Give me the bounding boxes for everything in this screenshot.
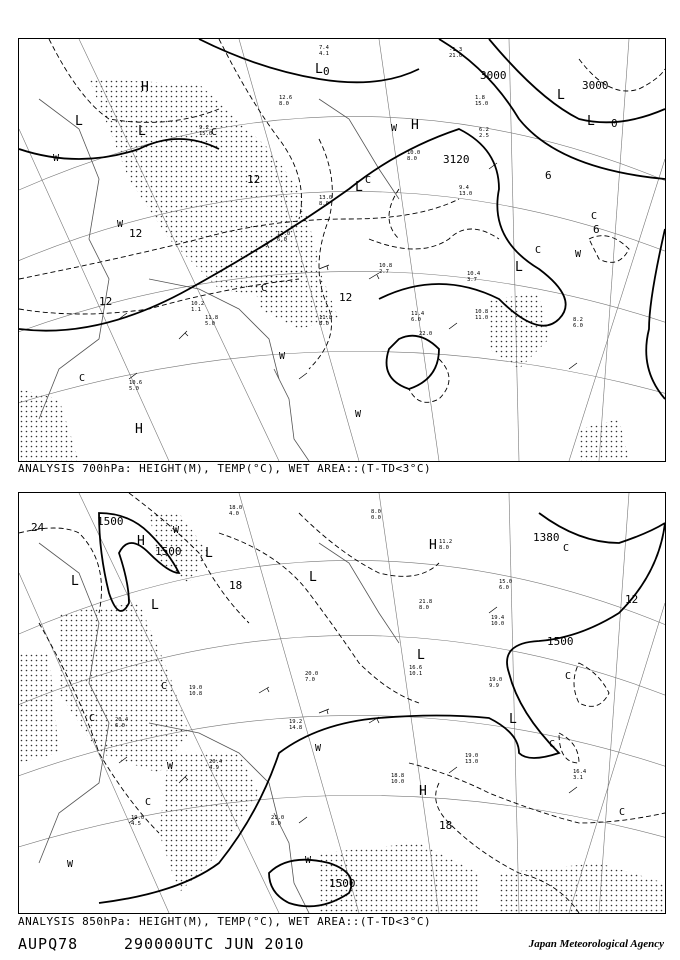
svg-text:16.6: 16.6 (409, 665, 423, 671)
svg-text:19.0: 19.0 (189, 685, 203, 691)
height-label: 3120 (443, 153, 470, 166)
isotherm-label: 18 (439, 819, 453, 832)
svg-text:11.0: 11.0 (475, 315, 489, 321)
svg-text:10.8: 10.8 (379, 263, 393, 269)
svg-text:1.1: 1.1 (191, 307, 201, 313)
cold-center: C (619, 807, 626, 818)
warm-center: W (391, 123, 398, 134)
valid-time: 290000UTC JUN 2010 (124, 935, 305, 953)
svg-text:5.0: 5.0 (205, 321, 215, 327)
svg-text:11.8: 11.8 (205, 315, 219, 321)
low-center: L (205, 546, 213, 561)
svg-text:7.4: 7.4 (319, 45, 329, 51)
svg-text:13.0: 13.0 (465, 759, 479, 765)
low-center: L (75, 114, 83, 129)
height-label: 1500 (547, 635, 574, 648)
svg-text:2.7: 2.7 (379, 269, 389, 275)
svg-text:10.0: 10.0 (391, 779, 405, 785)
product-id: AUPQ78 (18, 935, 79, 953)
svg-text:4.1: 4.1 (319, 51, 329, 57)
svg-text:10.2: 10.2 (191, 301, 205, 307)
isotherm-label: 12 (129, 227, 143, 240)
low-center: L (509, 712, 517, 727)
svg-text:20.4: 20.4 (115, 717, 129, 723)
svg-text:18.8: 18.8 (391, 773, 405, 779)
svg-text:6.0: 6.0 (573, 323, 583, 329)
isotherm-label: 12 (339, 291, 353, 304)
svg-text:10.6: 10.6 (129, 380, 143, 386)
warm-center: W (355, 409, 362, 420)
low-center: L (309, 570, 317, 585)
high-center: H (141, 80, 149, 95)
isotherm-label: 0 (611, 117, 618, 130)
cold-center: C (535, 245, 542, 256)
low-center: L (138, 124, 146, 139)
svg-text:8.0: 8.0 (371, 509, 381, 515)
cold-center: C (89, 713, 96, 724)
svg-text:11.8: 11.8 (319, 315, 333, 321)
warm-center: W (167, 761, 174, 772)
isotherm-label: 12 (247, 173, 261, 186)
svg-text:9.4: 9.4 (459, 185, 469, 191)
low-center: L (151, 598, 159, 613)
svg-text:0.0: 0.0 (371, 515, 381, 521)
cold-center: C (161, 681, 168, 692)
map-panel-850hpa (18, 492, 666, 914)
svg-text:22.0: 22.0 (419, 331, 433, 337)
warm-center: W (117, 219, 124, 230)
map-panel-700hpa (18, 38, 666, 462)
high-center: H (135, 422, 143, 437)
svg-text:6.0: 6.0 (499, 585, 509, 591)
cold-center: C (549, 739, 556, 750)
low-center: L (315, 62, 323, 77)
warm-center: W (305, 855, 312, 866)
warm-center: W (173, 525, 180, 536)
svg-text:1.8: 1.8 (475, 95, 485, 101)
svg-text:-1.3: -1.3 (449, 47, 463, 53)
cold-center: C (261, 283, 268, 294)
high-center: H (429, 538, 437, 553)
svg-text:8.0: 8.0 (419, 605, 429, 611)
cold-center: C (365, 175, 372, 186)
panel-caption-850hpa: ANALYSIS 850hPa: HEIGHT(M), TEMP(°C), WET AREA::(T-TD<3°C) (18, 915, 432, 928)
height-label: 3000 (480, 69, 507, 82)
height-label: 1500 (97, 515, 124, 528)
svg-text:21.8: 21.8 (419, 599, 433, 605)
high-center: H (137, 534, 145, 549)
svg-text:10.8: 10.8 (189, 691, 203, 697)
chart-700hpa (19, 39, 665, 461)
svg-text:6.2: 6.2 (479, 127, 489, 133)
svg-text:6.0: 6.0 (115, 723, 125, 729)
cold-center: C (211, 127, 218, 138)
svg-text:20.0: 20.0 (305, 671, 319, 677)
svg-text:14.8: 14.8 (289, 725, 303, 731)
svg-text:7.0: 7.0 (305, 677, 315, 683)
isotherm-label: 6 (545, 169, 552, 182)
svg-text:8.2: 8.2 (573, 317, 583, 323)
panel-caption-700hpa: ANALYSIS 700hPa: HEIGHT(M), TEMP(°C), WET AREA::(T-TD<3°C) (18, 462, 432, 475)
svg-text:3.1: 3.1 (573, 775, 583, 781)
low-center: L (557, 88, 565, 103)
svg-text:12.0: 12.0 (277, 231, 291, 237)
svg-text:3.7: 3.7 (467, 277, 477, 283)
svg-text:21.0: 21.0 (271, 815, 285, 821)
svg-text:8.0: 8.0 (271, 821, 281, 827)
cold-center: C (565, 671, 572, 682)
high-center: H (419, 784, 427, 799)
svg-text:6.0: 6.0 (411, 317, 421, 323)
height-label: 1500 (155, 545, 182, 558)
svg-text:19.0: 19.0 (489, 677, 503, 683)
svg-text:9.2: 9.2 (199, 125, 209, 131)
height-label: 1380 (533, 531, 560, 544)
svg-text:21.0: 21.0 (449, 53, 463, 59)
svg-text:2.5: 2.5 (479, 133, 489, 139)
svg-text:8.0: 8.0 (319, 201, 329, 207)
svg-text:10.8: 10.8 (475, 309, 489, 315)
svg-text:15.0: 15.0 (199, 131, 213, 137)
cold-center: C (79, 373, 86, 384)
svg-text:10.4: 10.4 (467, 271, 481, 277)
low-center: L (587, 114, 595, 129)
low-center: L (355, 180, 363, 195)
svg-text:19.0: 19.0 (131, 815, 145, 821)
low-center: L (515, 260, 523, 275)
cold-center: C (145, 797, 152, 808)
agency-credit: Japan Meteorological Agency (528, 938, 664, 950)
warm-center: W (279, 351, 286, 362)
isotherm-label: 24 (31, 521, 45, 534)
svg-text:6.0: 6.0 (277, 237, 287, 243)
svg-text:19.2: 19.2 (289, 719, 303, 725)
svg-text:16.4: 16.4 (573, 769, 587, 775)
svg-text:19.4: 19.4 (491, 615, 505, 621)
warm-center: W (315, 743, 322, 754)
height-label: 3000 (582, 79, 609, 92)
svg-text:20.4: 20.4 (209, 759, 223, 765)
isotherm-label: 0 (323, 65, 330, 78)
cold-center: C (591, 211, 598, 222)
svg-text:9.9: 9.9 (489, 683, 499, 689)
svg-text:8.0: 8.0 (407, 156, 417, 162)
cold-center: C (563, 543, 570, 554)
svg-text:18.0: 18.0 (229, 505, 243, 511)
warm-center: W (67, 859, 74, 870)
svg-text:8.0: 8.0 (279, 101, 289, 107)
svg-text:10.0: 10.0 (491, 621, 505, 627)
svg-text:8.0: 8.0 (319, 321, 329, 327)
chart-footer (18, 935, 664, 955)
low-center: L (71, 574, 79, 589)
isotherm-label: 6 (593, 223, 600, 236)
low-center: L (417, 648, 425, 663)
svg-text:4.9: 4.9 (209, 765, 219, 771)
svg-text:15.0: 15.0 (475, 101, 489, 107)
warm-center: W (575, 249, 582, 260)
svg-text:8.0: 8.0 (439, 545, 449, 551)
height-label: 1500 (329, 877, 356, 890)
warm-center: W (53, 153, 60, 164)
high-center: H (411, 118, 419, 133)
isotherm-label: 18 (229, 579, 243, 592)
chart-850hpa (19, 493, 665, 913)
isotherm-label: 12 (625, 593, 639, 606)
svg-text:11.2: 11.2 (439, 539, 453, 545)
svg-text:4.5: 4.5 (131, 821, 141, 827)
svg-text:13.0: 13.0 (319, 195, 333, 201)
svg-text:4.0: 4.0 (229, 511, 239, 517)
svg-text:15.0: 15.0 (499, 579, 513, 585)
svg-text:10.1: 10.1 (409, 671, 423, 677)
isotherm-label: 12 (99, 295, 113, 308)
svg-text:19.0: 19.0 (465, 753, 479, 759)
svg-text:13.0: 13.0 (459, 191, 473, 197)
svg-text:10.0: 10.0 (407, 150, 421, 156)
svg-text:5.0: 5.0 (129, 386, 139, 392)
svg-text:12.6: 12.6 (279, 95, 293, 101)
svg-text:11.4: 11.4 (411, 311, 425, 317)
